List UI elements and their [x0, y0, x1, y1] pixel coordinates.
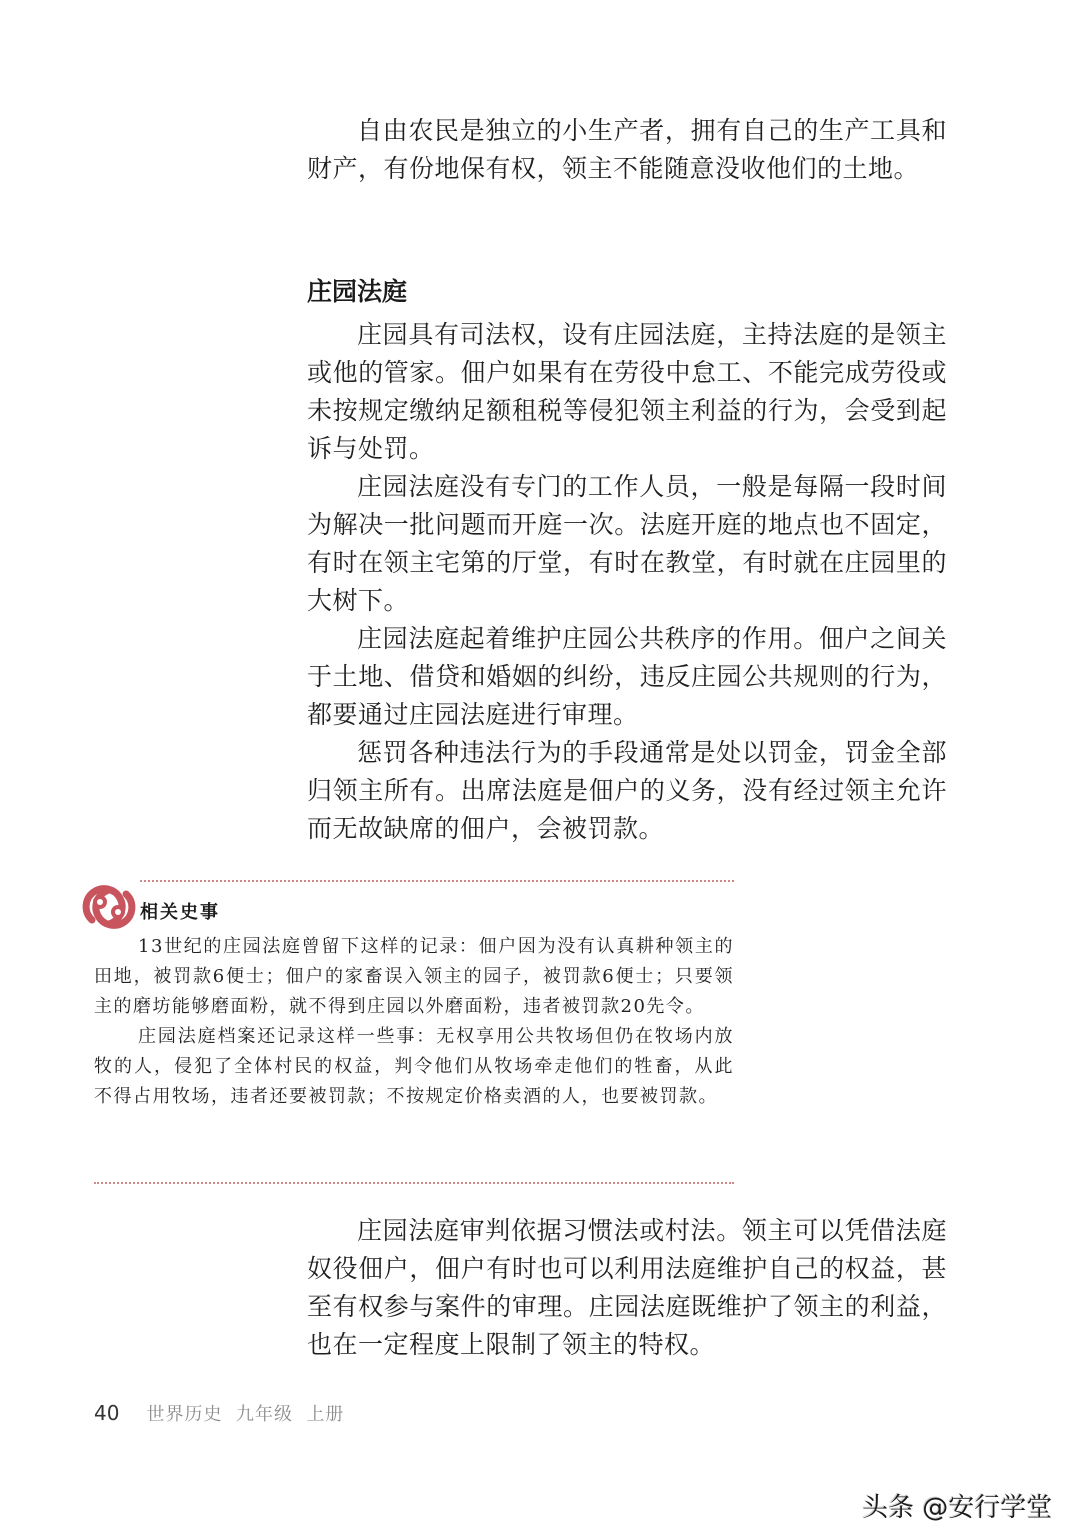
closing-block	[307, 1212, 947, 1364]
section-paragraph: 庄园具有司法权，设有庄园法庭，主持法庭的是领主或他的管家。佃户如果有在劳役中怠工、不能完成劳役或未按规定缴纳足额租税等侵犯领主利益的行为，会受到起诉与处罚。	[307, 320, 947, 463]
closing-paragraph: 庄园法庭审判依据习惯法或村法。领主可以凭借法庭奴役佃户，佃户有时也可以利用法庭维护自己的权益，甚至有权参与案件的审理。庄园法庭既维护了领主的利益，也在一定程度上限制了领主的特权。	[307, 1216, 947, 1359]
watermark: 头条 @安行学堂	[862, 1493, 1053, 1523]
box-top-divider	[140, 880, 734, 882]
box-paragraph: 庄园法庭档案还记录这样一些事：无权享用公共牧场但仍在牧场内放牧的人，侵犯了全体村民的权益，判令他们从牧场牵走他们的牲畜，从此不得占用牧场，违者还要被罚款；不按规定价格卖酒的人，也要被罚款。	[94, 1026, 734, 1107]
related-history-icon	[82, 880, 136, 934]
page-footer	[94, 1400, 344, 1426]
page-number: 40	[94, 1401, 120, 1425]
related-history-box	[88, 880, 734, 1182]
section-heading: 庄园法庭	[307, 277, 408, 306]
box-body	[94, 932, 734, 1112]
intro-paragraph: 自由农民是独立的小生产者，拥有自己的生产工具和财产，有份地保有权，领主不能随意没收他们的土地。	[307, 116, 947, 183]
box-paragraph: 13世纪的庄园法庭曾留下这样的记录：佃户因为没有认真耕种领主的田地，被罚款6便士；佃户的家畜误入领主的园子，被罚款6便士；只要领主的磨坊能够磨面粉，就不得到庄园以外磨面粉，违者被罚款20先令。	[94, 936, 734, 1017]
section-paragraph: 惩罚各种违法行为的手段通常是处以罚金，罚金全部归领主所有。出席法庭是佃户的义务，没有经过领主允许而无故缺席的佃户，会被罚款。	[307, 738, 947, 843]
section-body	[307, 316, 947, 848]
box-bottom-divider	[94, 1182, 734, 1184]
section-paragraph: 庄园法庭没有专门的工作人员，一般是每隔一段时间为解决一批问题而开庭一次。法庭开庭的地点也不固定，有时在领主宅第的厅堂，有时在教堂，有时就在庄园里的大树下。	[307, 472, 947, 615]
book-title: 世界历史 九年级 上册	[146, 1404, 345, 1425]
section-paragraph: 庄园法庭起着维护庄园公共秩序的作用。佃户之间关于土地、借贷和婚姻的纠纷，违反庄园公共规则的行为，都要通过庄园法庭进行审理。	[307, 624, 947, 729]
box-title: 相关史事	[140, 902, 220, 923]
intro-block	[307, 112, 947, 188]
